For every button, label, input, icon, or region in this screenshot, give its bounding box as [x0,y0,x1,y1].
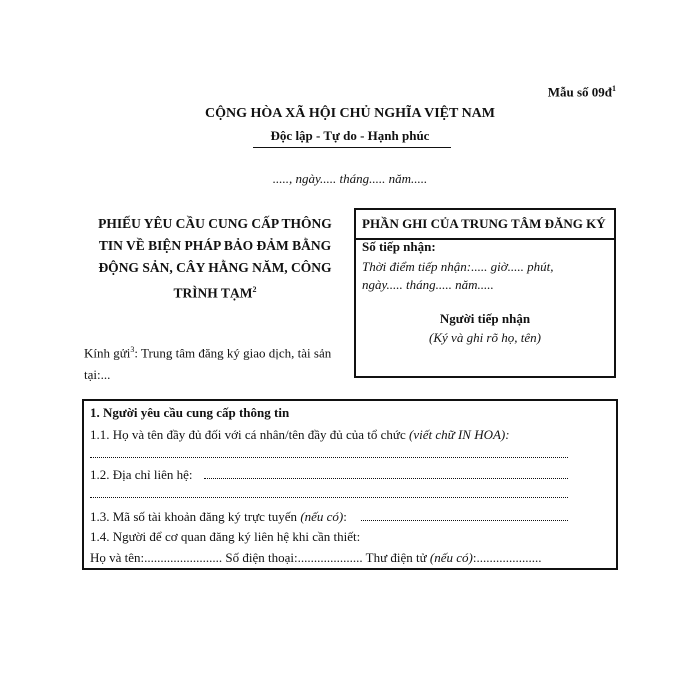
registration-center-heading: PHẦN GHI CỦA TRUNG TÂM ĐĂNG KÝ [356,210,614,240]
title-line: ĐỘNG SẢN, CÂY HẰNG NĂM, CÔNG [98,260,332,275]
item-1-1: 1.1. Họ và tên đầy đủ đối với cá nhân/tên đầy đủ của tổ chức (viết chữ IN HOA): [90,427,510,442]
national-title: CỘNG HÒA XÃ HỘI CHỦ NGHĨA VIỆT NAM [204,106,495,121]
fill-line[interactable] [90,457,568,458]
fill-line[interactable] [204,478,568,479]
form-number: Mẫu số $09đ^1$ [547,84,616,100]
contact-line: Họ và tên:........................ Số điện thoại:.................... Thư điện tử (nếu có):.................... [90,550,542,565]
recipient-line: Kính gửi$^3$: Trung tâm đăng ký giao dịch, tài sản tại:... [84,345,332,383]
receipt-time-line: Thời điểm tiếp nhận:..... giờ..... phút, [362,259,554,274]
title-line: TRÌNH TẠM$^2$ [173,285,257,301]
form-title [84,213,346,305]
national-motto: Độc lập - Tự do - Hạnh phúc [270,128,430,143]
fill-line[interactable] [361,520,568,521]
requester-section [82,399,618,570]
receiver-signature-note: (Ký và ghi rõ họ, tên) [429,330,541,345]
motto-underline [253,147,451,148]
item-1-4: 1.4. Người để cơ quan đăng ký liên hệ khi cần thiết: [90,529,361,544]
item-1-2: 1.2. Địa chỉ liên hệ: [90,467,193,482]
registration-center-box [354,208,616,378]
receipt-number-label: Số tiếp nhận: [362,239,436,254]
date-line: ....., ngày..... tháng..... năm..... [272,171,428,186]
title-line: PHIẾU YÊU CẦU CUNG CẤP THÔNG [98,216,332,231]
section-heading: 1. Người yêu cầu cung cấp thông tin [90,405,290,420]
fill-line[interactable] [90,497,568,498]
receipt-date-line: ngày..... tháng..... năm..... [362,277,494,292]
item-1-3: 1.3. Mã số tài khoản đăng ký trực tuyến (nếu có): [90,509,347,524]
receiver-title: Người tiếp nhận [439,311,531,326]
title-line: TIN VỀ BIỆN PHÁP BẢO ĐẢM BẰNG [98,238,332,253]
